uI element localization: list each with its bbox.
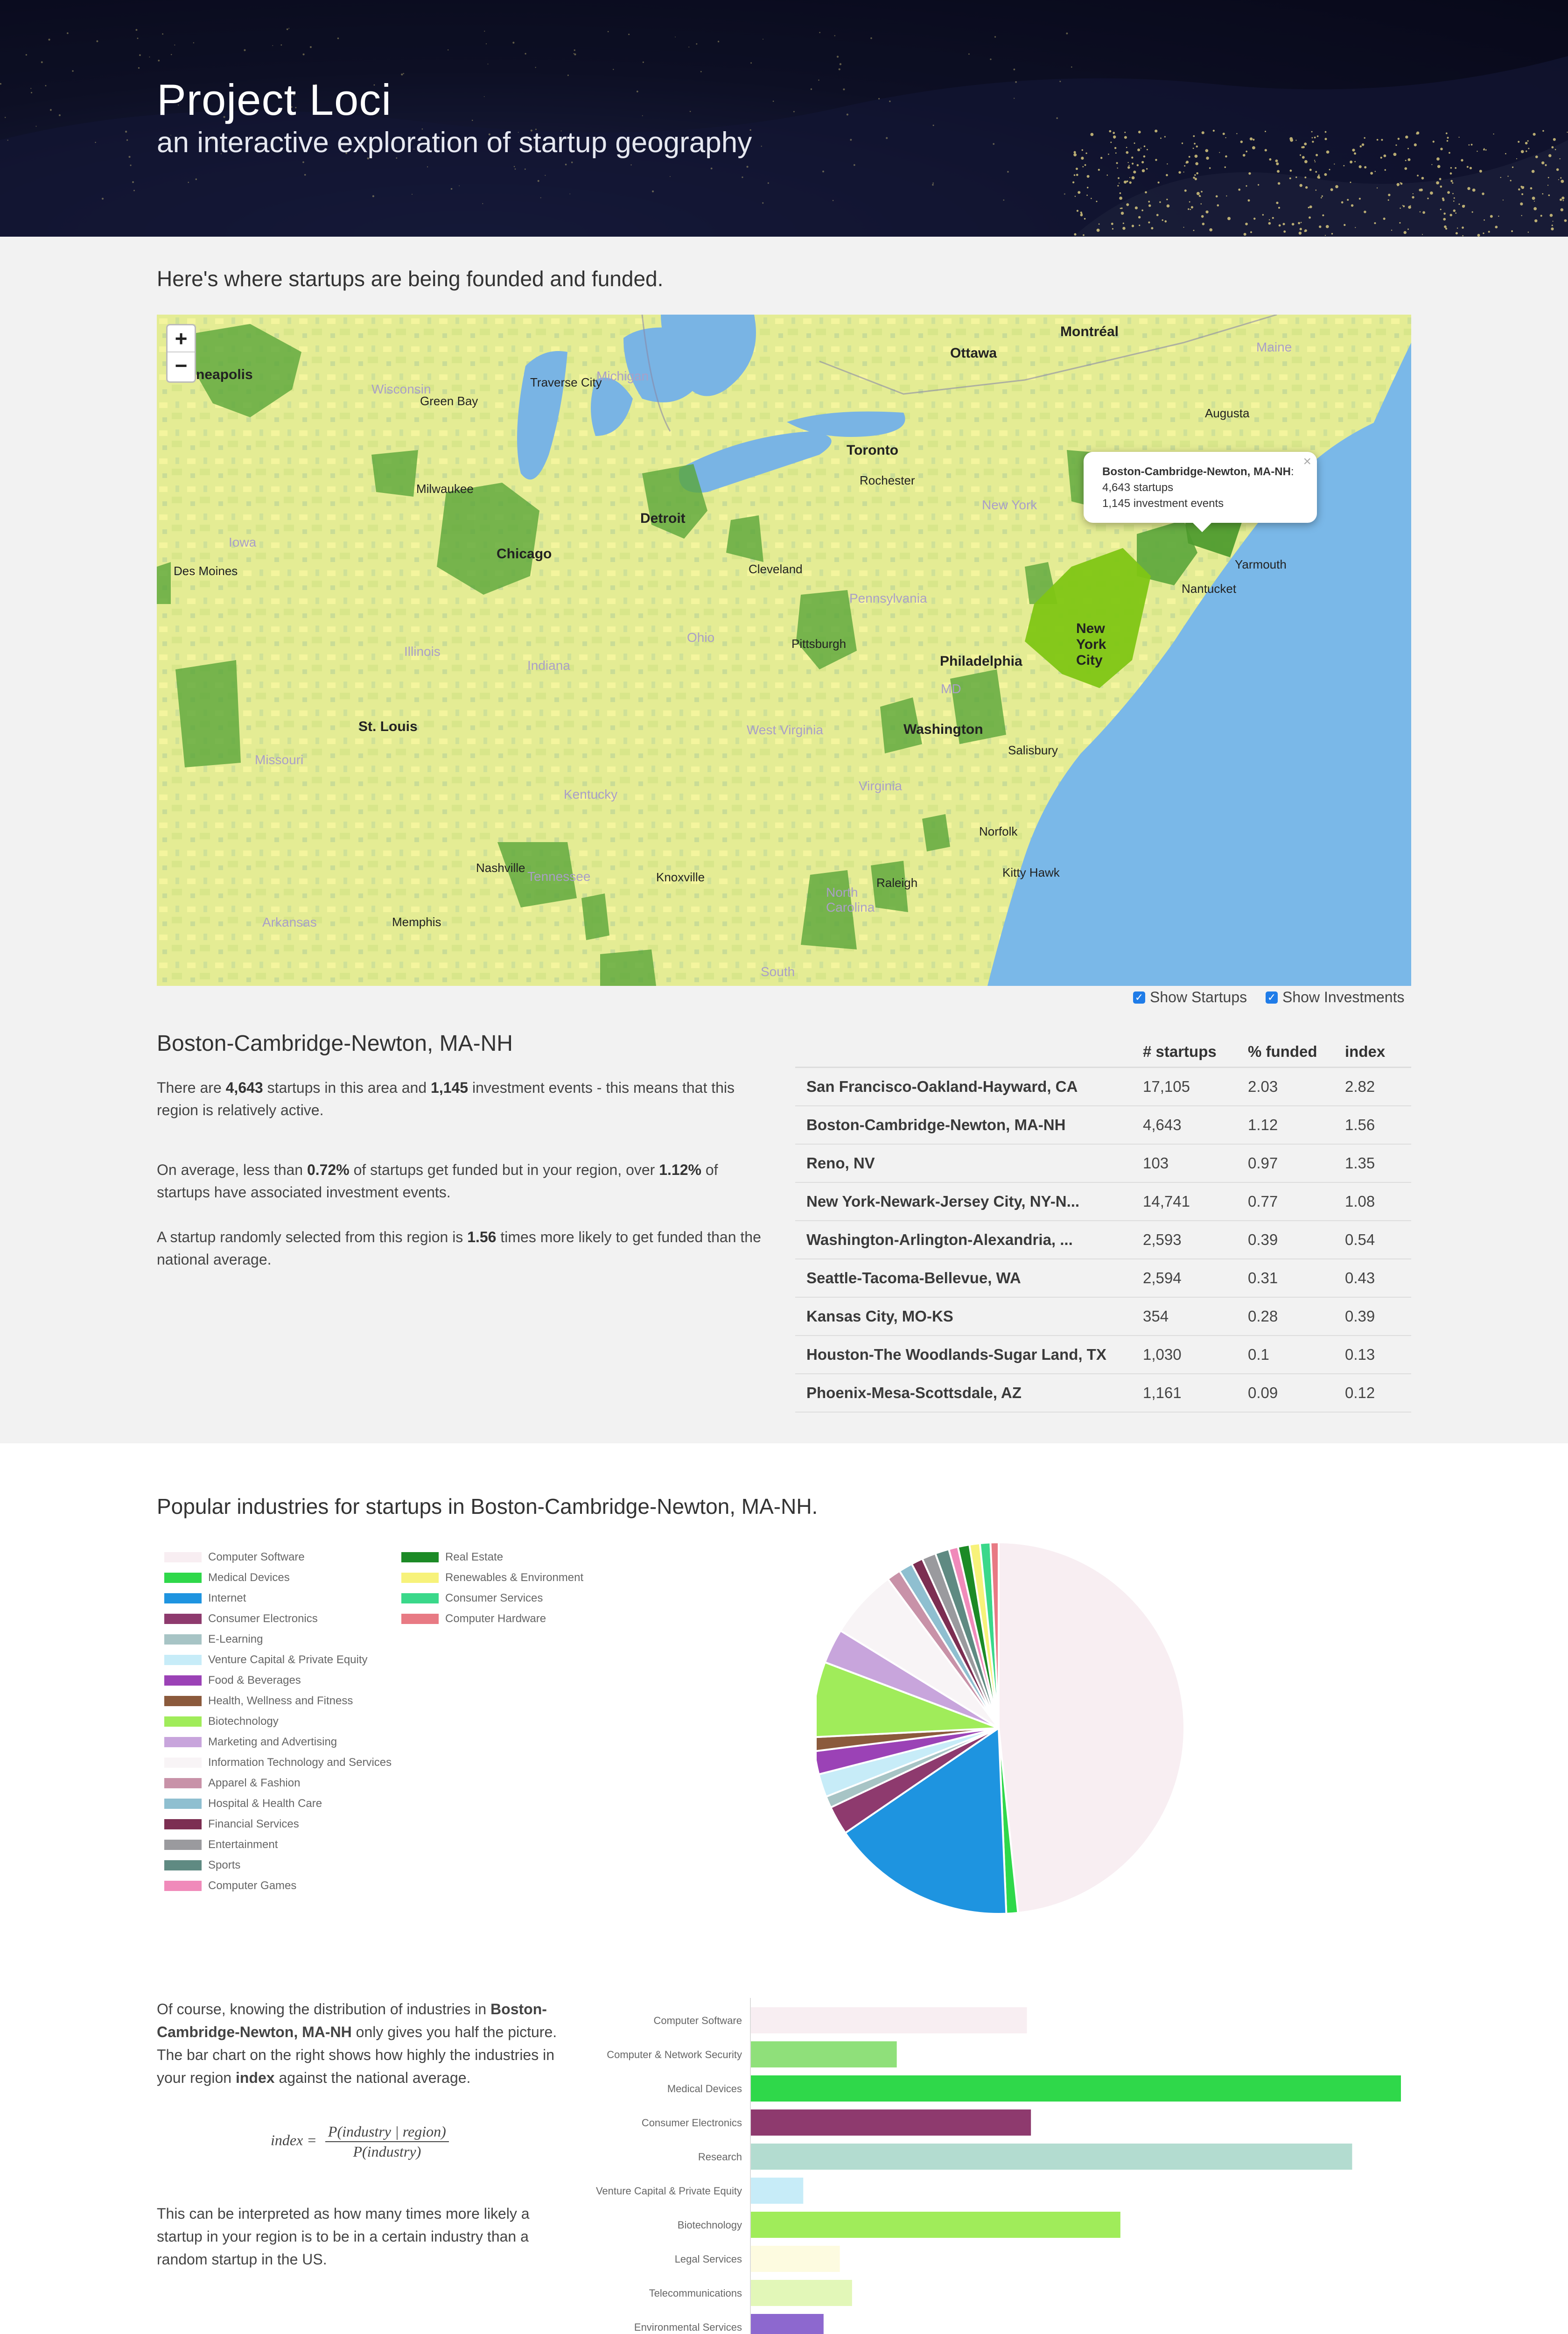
table-row[interactable]: [795, 1221, 1411, 1259]
map-label-toronto: Toronto: [847, 443, 899, 458]
legend-swatch: [164, 1758, 202, 1768]
map-label-cleveland: Cleveland: [749, 562, 803, 576]
map-label-pennsylvania: Pennsylvania: [849, 591, 927, 605]
map-label-montreal: Montréal: [1060, 324, 1119, 339]
show-startups-label: Show Startups: [1150, 989, 1247, 1005]
bar[interactable]: [750, 2109, 1031, 2136]
legend-label: Internet: [208, 1592, 246, 1604]
map-label-missouri: Missouri: [255, 752, 304, 767]
bar-category-label: Consumer Electronics: [641, 2117, 742, 2129]
region-name-cell: Houston-The Woodlands-Sugar Land, TX: [806, 1346, 1106, 1363]
map-heading: Here's where startups are being founded and funded.: [157, 267, 664, 291]
index-explanation-text: Of course, knowing the distribution of industries in Boston-Cambridge-Newton, MA-NH only gives you half the picture. The bar chart on the right shows how highly the industries in your region index against the national average.: [157, 2001, 557, 2086]
map-label-wisconsin: Wisconsin: [371, 382, 431, 396]
table-row[interactable]: [795, 1068, 1411, 1106]
region-name-cell: San Francisco-Oakland-Hayward, CA: [806, 1078, 1078, 1095]
table-cell: 0.09: [1248, 1384, 1278, 1401]
legend-swatch: [164, 1655, 202, 1665]
map-label-philadelphia: Philadelphia: [940, 654, 1022, 669]
bar[interactable]: [750, 2246, 840, 2272]
zoom-out-button[interactable]: −: [175, 353, 188, 378]
legend-swatch: [164, 1634, 202, 1645]
col-funded[interactable]: % funded: [1248, 1042, 1317, 1060]
map-label-yarmouth: Yarmouth: [1235, 557, 1287, 571]
bar-category-label: Legal Services: [674, 2253, 742, 2265]
legend-label: Food & Beverages: [208, 1674, 301, 1687]
map-label-traverse-city: Traverse City: [530, 375, 602, 389]
legend-item[interactable]: [401, 1549, 503, 1566]
legend-swatch: [401, 1552, 439, 1562]
table-cell: 1.12: [1248, 1116, 1278, 1133]
legend-label: Venture Capital & Private Equity: [208, 1653, 368, 1666]
map-label-north-carolina: North Carolina: [826, 885, 875, 914]
legend-item[interactable]: [164, 1836, 278, 1853]
legend-item[interactable]: [164, 1734, 337, 1750]
legend-swatch: [164, 1799, 202, 1809]
table-row[interactable]: [795, 1298, 1411, 1336]
bar[interactable]: [750, 2280, 852, 2306]
table-row[interactable]: [795, 1374, 1411, 1413]
legend-item[interactable]: [164, 1590, 246, 1607]
industry-index-bar-chart: [551, 1998, 1428, 2334]
popup-startups: 4,643 startups: [1102, 481, 1174, 494]
table-row[interactable]: [795, 1183, 1411, 1221]
legend-swatch: [401, 1593, 439, 1603]
legend-label: Consumer Services: [445, 1592, 543, 1604]
legend-label: Apparel & Fashion: [208, 1777, 301, 1789]
legend-swatch: [164, 1840, 202, 1850]
bar[interactable]: [750, 2007, 1027, 2033]
bar-category-label: Computer Software: [653, 2015, 742, 2026]
map-label-arkansas: Arkansas: [262, 915, 317, 929]
legend-label: Real Estate: [445, 1551, 504, 1563]
legend-swatch: [164, 1737, 202, 1747]
index-formula: index = $\frac{\text{P(industry | region)}}{\text{P(industry)}}$: [271, 2123, 449, 2160]
table-cell: 1,030: [1143, 1346, 1182, 1363]
bar[interactable]: [750, 2075, 1401, 2102]
table-cell: 0.31: [1248, 1269, 1278, 1287]
legend-swatch: [164, 1573, 202, 1583]
legend-swatch: [164, 1881, 202, 1891]
legend-label: Medical Devices: [208, 1571, 290, 1584]
legend-label: Hospital & Health Care: [208, 1797, 322, 1810]
bar-category-label: Telecommunications: [649, 2287, 742, 2299]
table-cell: 14,741: [1143, 1193, 1190, 1210]
bar-category-label: Computer & Network Security: [607, 2049, 742, 2060]
region-name-cell: Washington-Arlington-Alexandria, ...: [806, 1231, 1073, 1248]
table-header: [795, 1036, 1411, 1068]
legend-item[interactable]: [164, 1569, 290, 1586]
legend-swatch: [164, 1860, 202, 1870]
legend-label: Consumer Electronics: [208, 1612, 318, 1625]
legend-label: Information Technology and Services: [208, 1756, 392, 1769]
site-subtitle: an interactive exploration of startup geography: [157, 127, 752, 159]
map-label-knoxville: Knoxville: [656, 870, 705, 884]
legend-label: Computer Games: [208, 1879, 297, 1892]
legend-label: Health, Wellness and Fitness: [208, 1694, 353, 1707]
map-label-green-bay: Green Bay: [420, 394, 478, 408]
map-label-michigan: Michigan: [596, 369, 649, 383]
legend-swatch: [164, 1675, 202, 1686]
map-label-minneapolis: neapolis: [196, 367, 253, 382]
bar-category-label: Environmental Services: [634, 2321, 742, 2333]
site-title: Project Loci: [157, 75, 392, 124]
col-startups[interactable]: # startups: [1143, 1042, 1217, 1060]
map-label-illinois: Illinois: [404, 644, 441, 659]
table-cell: 0.39: [1248, 1231, 1278, 1248]
bar-category-label: Biotechnology: [677, 2219, 742, 2231]
bar[interactable]: [750, 2144, 1352, 2170]
bar[interactable]: [750, 2178, 803, 2204]
legend-swatch: [164, 1614, 202, 1624]
map-label-tennessee: Tennessee: [527, 869, 591, 884]
industry-pie-chart: [817, 1543, 1199, 1926]
legend-item[interactable]: [164, 1754, 392, 1771]
checkbox-checked-icon[interactable]: ✓: [1266, 991, 1278, 1004]
map-label-chicago: Chicago: [497, 546, 552, 562]
legend-swatch: [164, 1716, 202, 1727]
checkbox-checked-icon[interactable]: ✓: [1133, 991, 1145, 1004]
bar-category-label: Venture Capital & Private Equity: [595, 2185, 742, 2197]
show-investments-label: Show Investments: [1282, 989, 1405, 1005]
map-label-detroit: Detroit: [640, 511, 686, 526]
table-cell: 17,105: [1143, 1078, 1190, 1095]
map-label-maine: Maine: [1256, 340, 1292, 354]
bar-category-label: Research: [698, 2151, 742, 2163]
legend-item[interactable]: [401, 1610, 546, 1627]
region-title: Boston-Cambridge-Newton, MA-NH: [157, 1031, 513, 1056]
map-label-indiana: Indiana: [527, 658, 570, 673]
legend-label: Sports: [208, 1859, 241, 1871]
table-cell: 354: [1143, 1308, 1169, 1325]
legend-item[interactable]: [164, 1549, 305, 1566]
legend-label: Entertainment: [208, 1838, 278, 1851]
region-name-cell: Seattle-Tacoma-Bellevue, WA: [806, 1269, 1021, 1287]
map-label-washington: Washington: [903, 722, 983, 737]
legend-swatch: [401, 1573, 439, 1583]
close-icon[interactable]: ×: [1303, 454, 1311, 469]
map-label-west-virginia: West Virginia: [747, 723, 823, 737]
map-label-virginia: Virginia: [859, 779, 902, 793]
table-cell: 2.03: [1248, 1078, 1278, 1095]
legend-item[interactable]: [164, 1652, 368, 1668]
popup-title: Boston-Cambridge-Newton, MA-NH: [1102, 465, 1291, 478]
region-name-cell: New York-Newark-Jersey City, NY-N...: [806, 1193, 1080, 1210]
table-cell: 0.12: [1345, 1384, 1375, 1401]
map-label-nashville: Nashville: [476, 861, 525, 875]
table-row[interactable]: [795, 1145, 1411, 1183]
table-cell: 4,643: [1143, 1116, 1182, 1133]
map-label-raleigh: Raleigh: [876, 876, 918, 890]
region-name-cell: Boston-Cambridge-Newton, MA-NH: [806, 1116, 1066, 1133]
legend-label: Computer Hardware: [445, 1612, 546, 1625]
map-label-milwaukee: Milwaukee: [416, 482, 474, 496]
legend-swatch: [164, 1819, 202, 1829]
bar-category-label: Medical Devices: [667, 2083, 742, 2095]
bar[interactable]: [750, 2212, 1120, 2238]
legend-swatch: [164, 1552, 202, 1562]
table-cell: 0.77: [1248, 1193, 1278, 1210]
map-label-memphis: Memphis: [392, 915, 441, 929]
table-cell: 1.56: [1345, 1116, 1375, 1133]
legend-label: Computer Software: [208, 1551, 305, 1563]
table-cell: 2,593: [1143, 1231, 1182, 1248]
table-cell: 0.43: [1345, 1269, 1375, 1287]
table-cell: 0.39: [1345, 1308, 1375, 1325]
map-label-nantucket: Nantucket: [1182, 582, 1237, 596]
map-label-new-york-city: New York City: [1076, 621, 1106, 668]
legend-item[interactable]: [164, 1775, 300, 1792]
map-label-pittsburgh: Pittsburgh: [791, 637, 847, 651]
map-label-south: South: [761, 964, 795, 979]
legend-item[interactable]: [164, 1877, 296, 1894]
region-funding-text: On average, less than 0.72% of startups get funded but in your region, over 1.12% of startups have associated investment events.: [157, 1161, 718, 1201]
legend-item[interactable]: [164, 1631, 263, 1648]
map-label-norfolk: Norfolk: [979, 824, 1018, 838]
legend-item[interactable]: [164, 1816, 299, 1833]
legend-item[interactable]: [401, 1569, 583, 1586]
legend-item[interactable]: [164, 1672, 301, 1689]
region-name-cell: Kansas City, MO-KS: [806, 1308, 953, 1325]
map-label-new-york: New York: [982, 498, 1037, 512]
bar[interactable]: [750, 2041, 897, 2067]
col-index[interactable]: index: [1345, 1042, 1386, 1060]
table-row[interactable]: [795, 1259, 1411, 1298]
region-name-cell: Phoenix-Mesa-Scottsdale, AZ: [806, 1384, 1022, 1401]
map-label-augusta: Augusta: [1205, 406, 1250, 420]
table-row[interactable]: [795, 1336, 1411, 1374]
table-cell: 2,594: [1143, 1269, 1182, 1287]
show-investments-toggle[interactable]: [1266, 989, 1404, 1006]
bar[interactable]: [750, 2314, 824, 2334]
table-cell: 1.08: [1345, 1193, 1375, 1210]
legend-label: Renewables & Environment: [445, 1571, 584, 1584]
table-cell: 0.13: [1345, 1346, 1375, 1363]
table-cell: 1.35: [1345, 1154, 1375, 1172]
industries-heading: Popular industries for startups in Boston-Cambridge-Newton, MA-NH.: [157, 1494, 818, 1519]
map-label-des-moines: Des Moines: [174, 564, 238, 578]
table-cell: 0.1: [1248, 1346, 1269, 1363]
region-index-text: A startup randomly selected from this region is 1.56 times more likely to get funded than the national average.: [157, 1229, 761, 1268]
index-interpretation-text: This can be interpreted as how many times more likely a startup in your region is to be in a certain industry than a random startup in the US.: [157, 2205, 530, 2268]
region-popup: [1084, 452, 1317, 523]
hero-banner: [0, 0, 1568, 237]
legend-label: Marketing and Advertising: [208, 1736, 337, 1748]
map-label-kitty-hawk: Kitty Hawk: [1002, 865, 1060, 879]
legend-item[interactable]: [401, 1590, 543, 1607]
popup-investments: 1,145 investment events: [1102, 497, 1224, 510]
table-row[interactable]: [795, 1106, 1411, 1145]
legend-item[interactable]: [164, 1857, 240, 1874]
legend-swatch: [164, 1593, 202, 1603]
table-cell: 103: [1143, 1154, 1169, 1172]
legend-swatch: [164, 1778, 202, 1788]
legend-swatch: [401, 1614, 439, 1624]
show-startups-toggle[interactable]: [1133, 989, 1247, 1006]
table-cell: 0.28: [1248, 1308, 1278, 1325]
map-label-st-louis: St. Louis: [358, 719, 418, 734]
table-cell: 2.82: [1345, 1078, 1375, 1095]
zoom-in-button[interactable]: +: [168, 325, 195, 352]
map-label-ohio: Ohio: [687, 630, 715, 645]
legend-label: Financial Services: [208, 1818, 299, 1830]
legend-item[interactable]: [164, 1795, 322, 1812]
map-label-salisbury: Salisbury: [1008, 743, 1058, 757]
region-name-cell: Reno, NV: [806, 1154, 875, 1172]
table-cell: 0.54: [1345, 1231, 1375, 1248]
legend-label: Biotechnology: [208, 1715, 279, 1728]
region-activity-text: There are 4,643 startups in this area and 1,145 investment events - this means that this region is relatively active.: [157, 1079, 735, 1118]
map-label-rochester: Rochester: [860, 473, 915, 487]
map-label-iowa: Iowa: [229, 535, 257, 549]
legend-item[interactable]: [164, 1693, 353, 1709]
map-label-kentucky: Kentucky: [564, 787, 618, 801]
legend-swatch: [164, 1696, 202, 1706]
region-ranking-table: [795, 1036, 1411, 1413]
table-cell: 0.97: [1248, 1154, 1278, 1172]
popup-pointer: [1192, 522, 1212, 532]
legend-item[interactable]: [164, 1713, 279, 1730]
map-label-ottawa: Ottawa: [950, 345, 997, 361]
table-cell: 1,161: [1143, 1384, 1182, 1401]
legend-item[interactable]: [164, 1610, 318, 1627]
popup-title-suffix: :: [1290, 465, 1294, 478]
map-label-md: MD: [941, 682, 961, 696]
legend-label: E-Learning: [208, 1633, 263, 1645]
zoom-control: [166, 324, 196, 383]
pie-slice[interactable]: [999, 1543, 1184, 1913]
